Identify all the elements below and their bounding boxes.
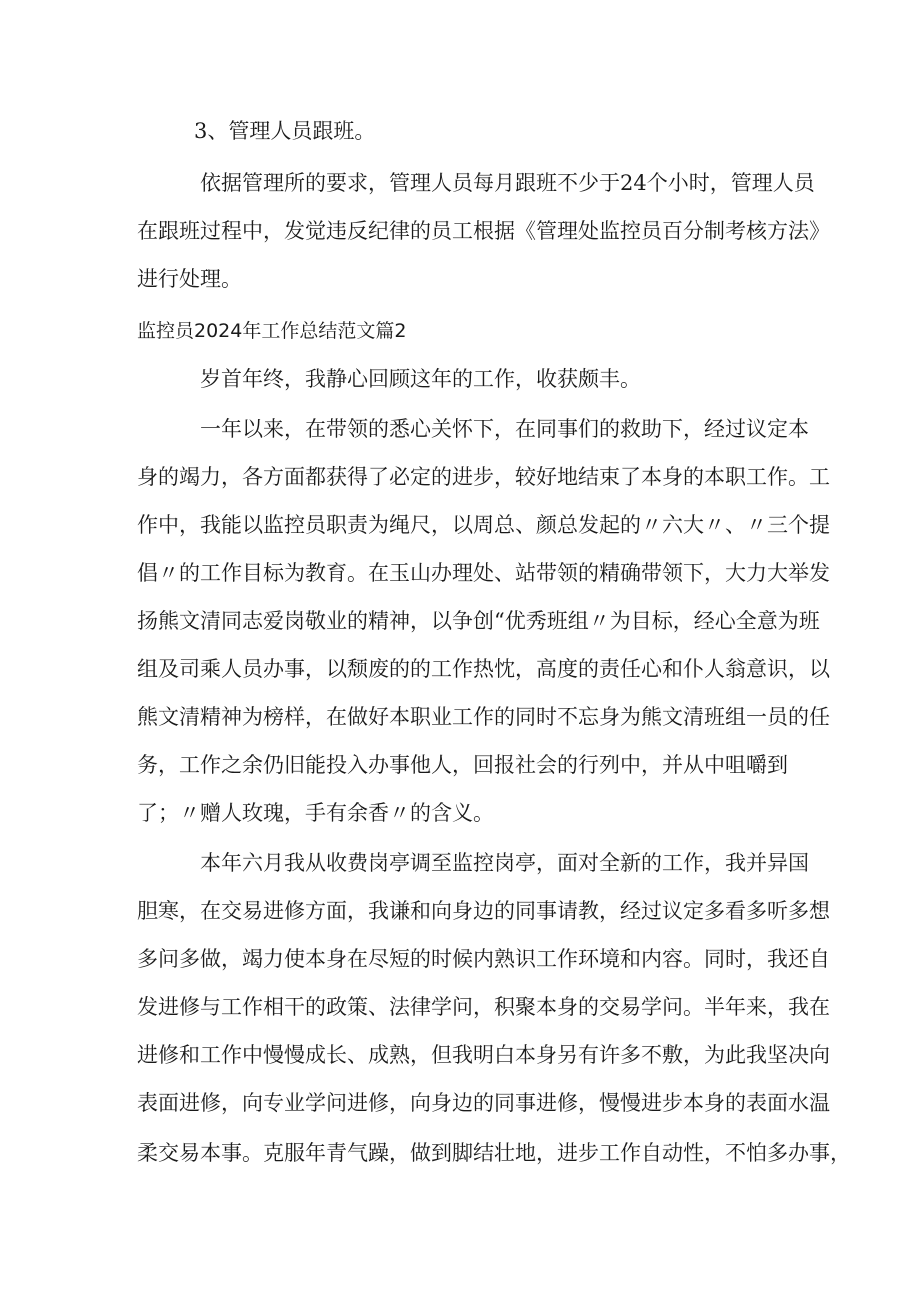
paragraph-line: 作中，我能以监控员职责为绳尺，以周总、颜总发起的〃六大〃、〃三个提 [137, 513, 830, 537]
paragraph-line: 进行处理。 [137, 267, 242, 291]
paragraph-line: 在跟班过程中，发觉违反纪律的员工根据《管理处监控员百分制考核方法》 [137, 219, 830, 243]
paragraph-line: 务，工作之余仍旧能投入办事他人，回报社会的行列中，并从中咀嚼到 [137, 753, 788, 777]
paragraph-line: 本年六月我从收费岗亭调至监控岗亭，面对全新的工作，我并异国 [200, 851, 809, 875]
paragraph-line: 胆寒，在交易进修方面，我谦和向身边的同事请教，经过议定多看多听多想 [137, 899, 830, 923]
paragraph-line: 表面进修，向专业学问进修，向身边的同事进修，慢慢进步本身的表面水温 [137, 1091, 830, 1115]
paragraph-line: 进修和工作中慢慢成长、成熟，但我明白本身另有许多不敷，为此我坚决向 [137, 1043, 830, 1067]
paragraph-line: 扬熊文清同志爱岗敬业的精神，以争创“优秀班组〃为目标，经心全意为班 [137, 609, 820, 633]
paragraph-line: 熊文清精神为榜样，在做好本职业工作的同时不忘身为熊文清班组一员的任 [137, 705, 830, 729]
article-heading: 监控员2024年工作总结范文篇2 [137, 320, 407, 342]
paragraph-line: 发进修与工作相干的政策、法律学问，积聚本身的交易学问。半年来，我在 [137, 995, 830, 1019]
paragraph-line: 柔交易本事。克服年青气躁，做到脚结壮地，进步工作自动性，不怕多办事， [137, 1141, 851, 1165]
paragraph-line: 倡〃的工作目标为教育。在玉山办理处、站带领的精确带领下，大力大举发 [137, 561, 830, 585]
paragraph-line: 依据管理所的要求，管理人员每月跟班不少于24个小时，管理人员 [200, 171, 815, 195]
paragraph-line: 身的竭力，各方面都获得了必定的进步，较好地结束了本身的本职工作。工 [137, 465, 830, 489]
item-title: 3、管理人员跟班。 [194, 119, 376, 143]
paragraph-line: 岁首年终，我静心回顾这年的工作，收获颇丰。 [200, 367, 641, 391]
paragraph-line: 一年以来，在带领的悉心关怀下，在同事们的救助下，经过议定本 [200, 417, 809, 441]
paragraph-line: 了；〃赠人玫瑰，手有余香〃的含义。 [137, 801, 494, 825]
paragraph-line: 多问多做，竭力使本身在尽短的时候内熟识工作环境和内容。同时，我还自 [137, 947, 830, 971]
paragraph-line: 组及司乘人员办事，以颓废的的工作热忱，高度的责任心和仆人翁意识，以 [137, 657, 830, 681]
